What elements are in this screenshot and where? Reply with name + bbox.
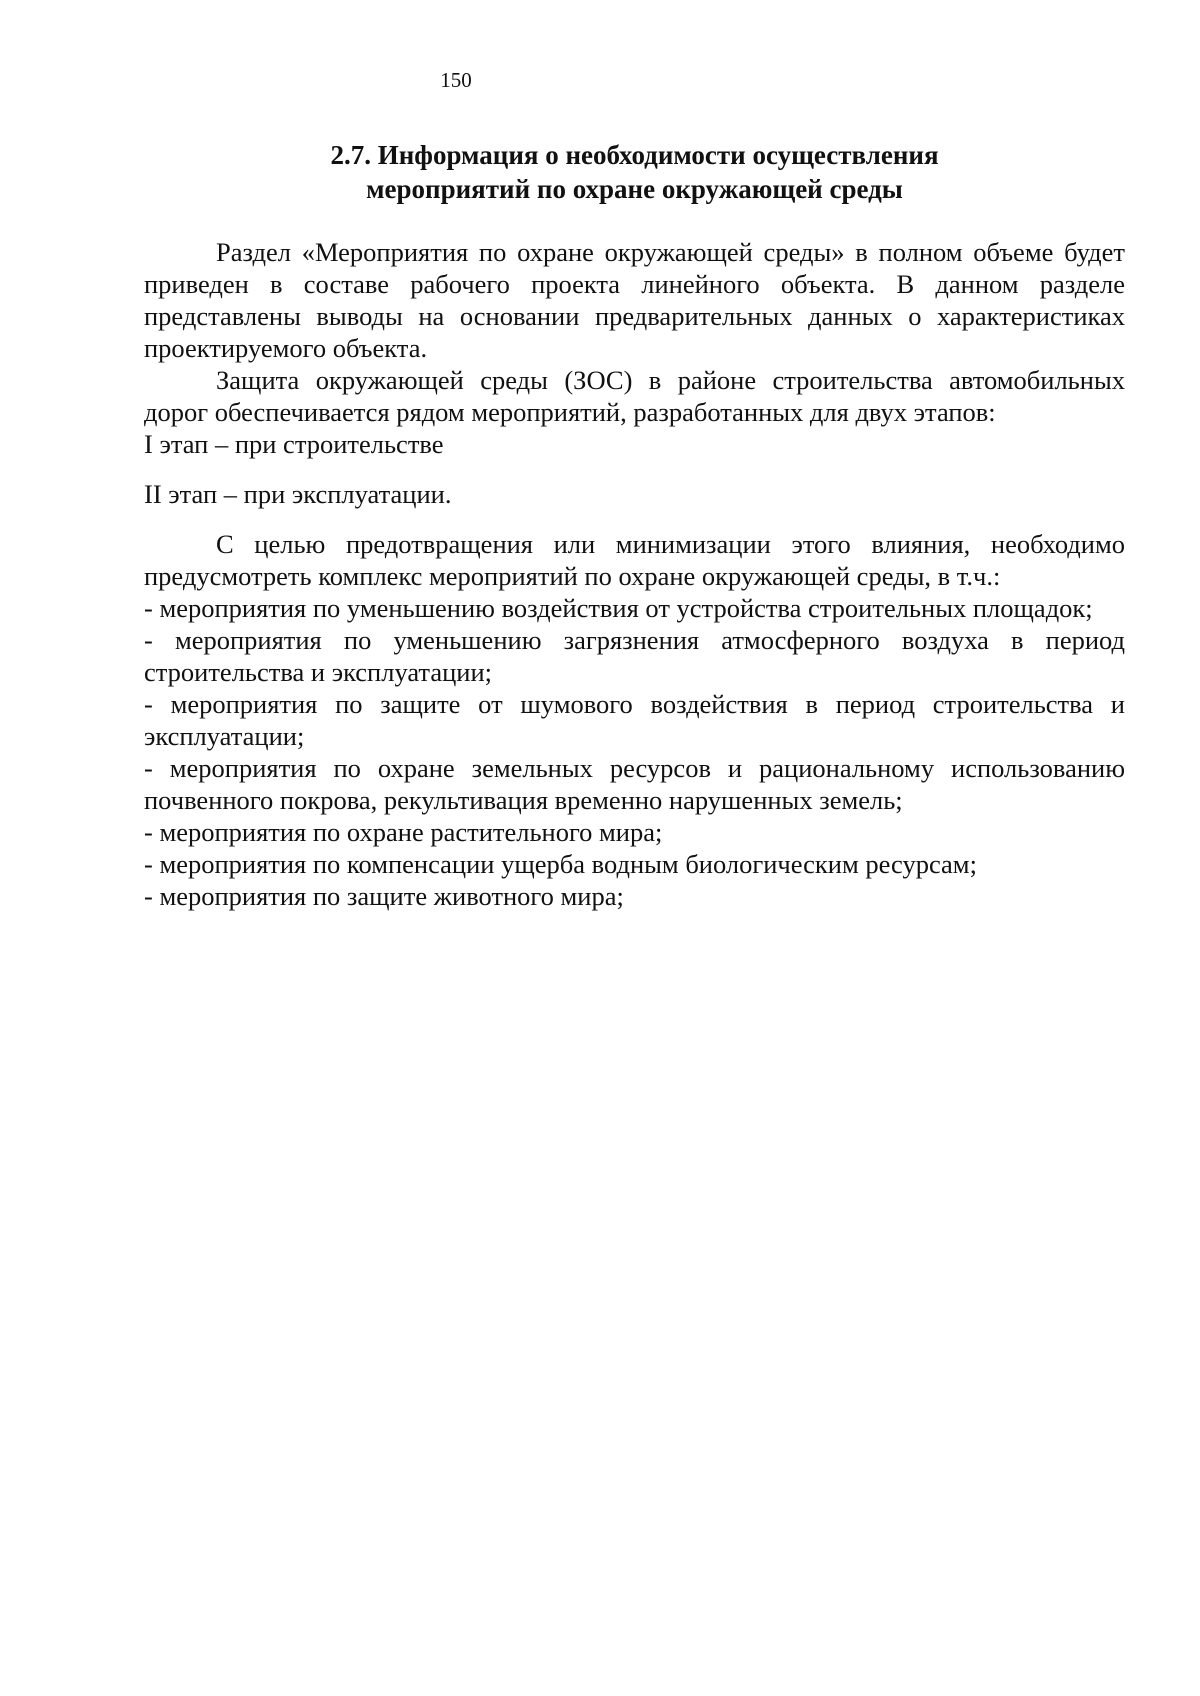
stage-one-line: I этап – при строительстве [144, 429, 444, 459]
list-item: - мероприятия по защите от шумового воздействия в период строительства и эксплуатации; [144, 689, 1125, 751]
section-heading-line-1: 2.7. Информация о необходимости осуществления [330, 140, 939, 170]
purpose-paragraph: С целью предотвращения или минимизации этого влияния, необходимо предусмотреть комплекс мероприятий по охране окружающей среды, в т.ч.: [144, 529, 1125, 591]
section-heading-line-2: мероприятий по охране окружающей среды [366, 174, 903, 204]
protection-paragraph: Защита окружающей среды (ЗОС) в районе строительства автомобильных дорог обеспечивается рядом мероприятий, разработанных для двух этапов: [144, 365, 1125, 427]
intro-paragraph: Раздел «Мероприятия по охране окружающей среды» в полном объеме будет приведен в составе рабочего проекта линейного объекта. В данном разделе представлены выводы на основании предварительных данных о характеристиках проектируемого объекта. [144, 237, 1125, 363]
list-item: - мероприятия по уменьшению загрязнения атмосферного воздуха в период строительства и эксплуатации; [144, 625, 1125, 687]
stage-two-line: II этап – при эксплуатации. [144, 479, 452, 509]
document-body [144, 236, 1125, 912]
section-heading [144, 138, 1125, 206]
list-item: - мероприятия по охране земельных ресурсов и рациональному использованию почвенного покрова, рекультивация временно нарушенных земель; [144, 753, 1125, 815]
list-item: - мероприятия по уменьшению воздействия от устройства строительных площадок; [144, 593, 1093, 623]
measures-list [144, 592, 1125, 912]
list-item: - мероприятия по охране растительного мира; [144, 817, 663, 847]
page-number: 150 [440, 68, 472, 92]
list-item: - мероприятия по компенсации ущерба водным биологическим ресурсам; [144, 849, 977, 879]
list-item: - мероприятия по защите животного мира; [144, 881, 624, 911]
